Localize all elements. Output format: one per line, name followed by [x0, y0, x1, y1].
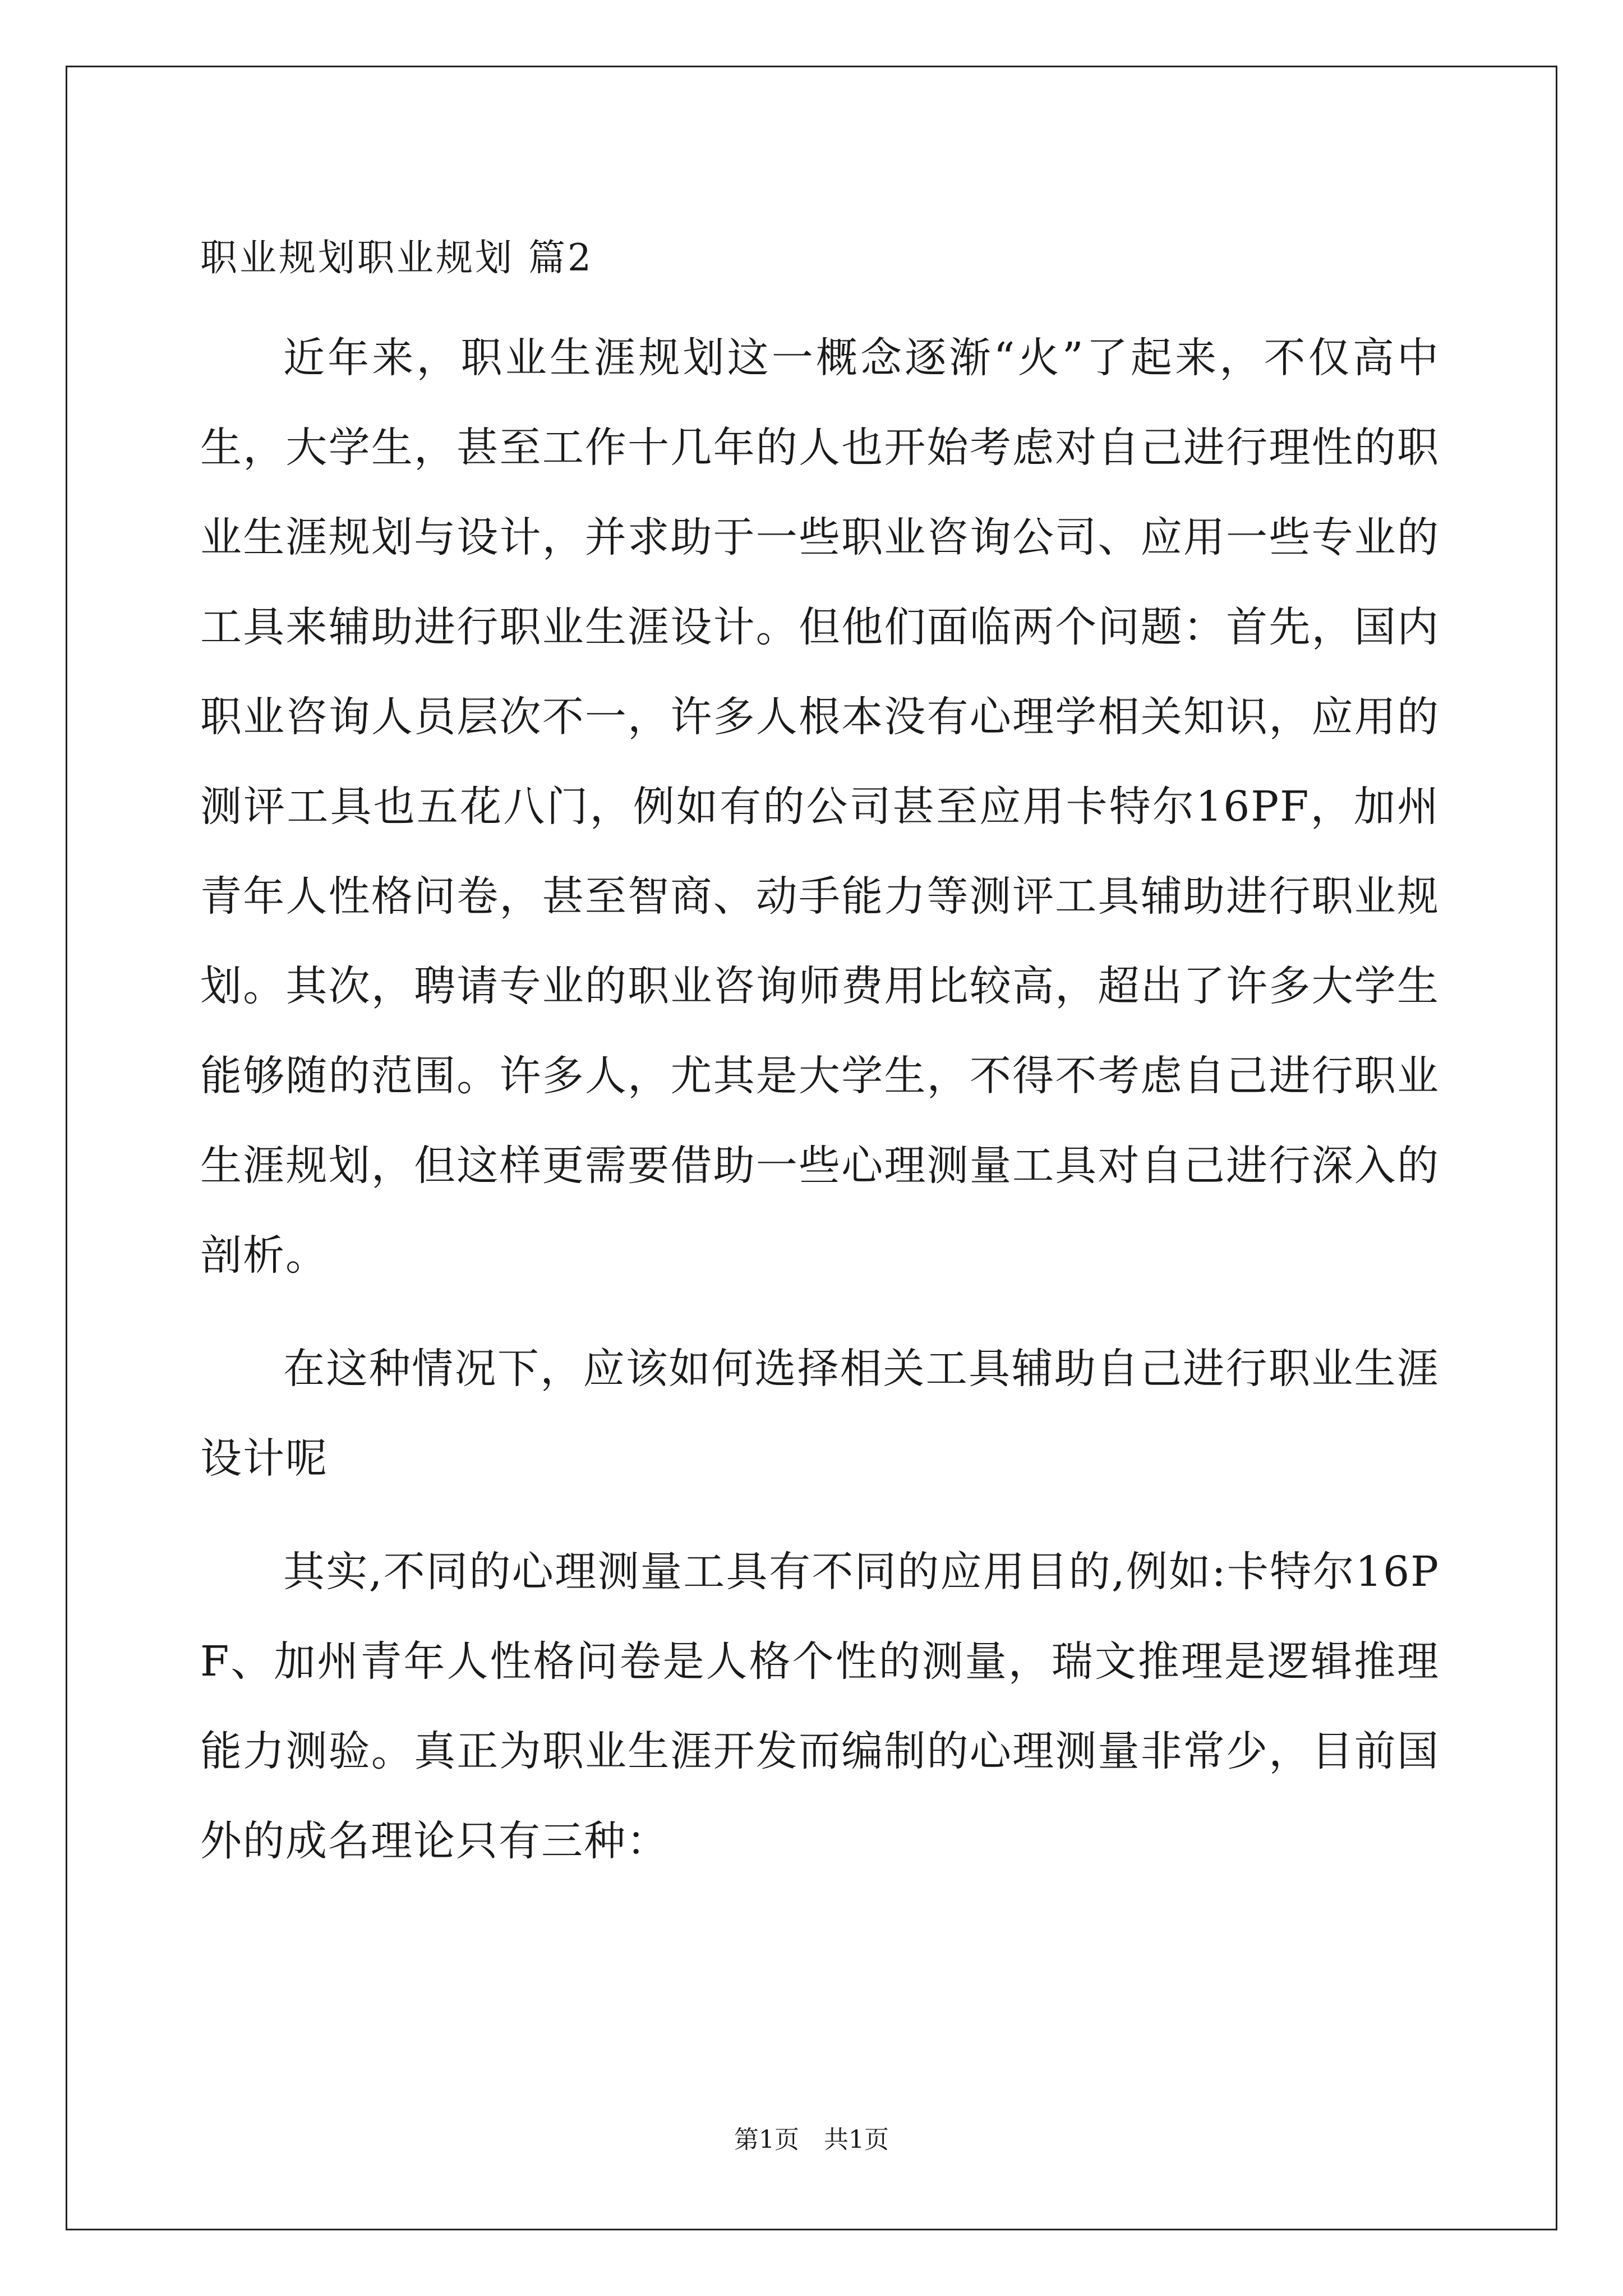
paragraph-1: 近年来，职业生涯规划这一概念逐渐“火”了起来，不仅高中生，大学生，甚至工作十几年的人也开始考虑对自己进行理性的职业生涯规划与设计，并求助于一些职业咨询公司、应用一些专业的工具来辅助进行职业生涯设计。但他们面临两个问题：首先，国内职业咨询人员层次不一，许多人根本没有心理学相关知识，应用的测评工具也五花八门，例如有的公司甚至应用卡特尔16PF，加州青年人性格问卷，甚至智商、动手能力等测评工具辅助进行职业规划。其次，聘请专业的职业咨询师费用比较高，超出了许多大学生能够随的范围。许多人，尤其是大学生，不得不考虑自己进行职业生涯规划，但这样更需要借助一些心理测量工具对自己进行深入的剖析。 — [200, 334, 1440, 1280]
document-body — [200, 213, 1440, 1910]
page-footer: 第1页 共1页 — [734, 2125, 889, 2154]
document-title: 职业规划职业规划 篇2 — [200, 236, 593, 279]
paragraph-3: 其实,不同的心理测量工具有不同的应用目的,例如:卡特尔16PF、加州青年人性格问卷是人格个性的测量，瑞文推理是逻辑推理能力测验。真正为职业生涯开发而编制的心理测量非常少，目前国外的成名理论只有三种： — [200, 1548, 1440, 1865]
paragraph-2: 在这种情况下，应该如何选择相关工具辅助自己进行职业生涯设计呢 — [200, 1345, 1440, 1483]
